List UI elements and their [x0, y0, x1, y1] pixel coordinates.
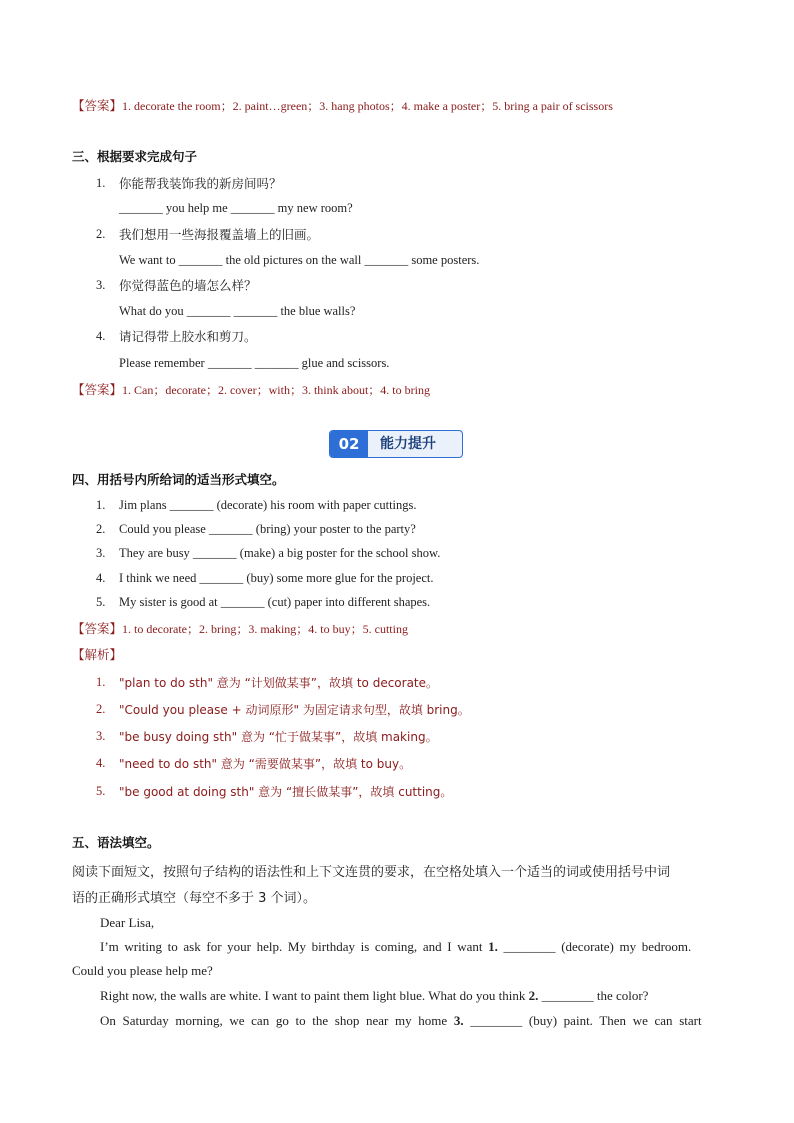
analysis-label-text: 【解析】 — [72, 647, 123, 662]
answer-line — [72, 96, 613, 114]
item-chinese: 请记得带上胶水和剪刀。 — [119, 329, 257, 344]
item-number: 1. — [96, 498, 106, 512]
analysis-number: 4. — [96, 756, 106, 770]
analysis-label — [72, 645, 122, 663]
item-english: Please remember _______ _______ glue and scissors. — [119, 356, 390, 370]
item-number: 2. — [96, 227, 106, 241]
item-number: 3. — [96, 278, 106, 292]
analysis-number: 5. — [96, 784, 106, 798]
answer-label: 【答案】 — [72, 98, 123, 113]
item-text: They are busy _______ (make) a big poster for the school show. — [119, 546, 441, 560]
passage-text: ________ the color? — [538, 988, 649, 1003]
analysis-text: "be busy doing sth" 意为 “忙于做某事”，故填 making。 — [119, 730, 438, 744]
passage-text: On Saturday morning, we can go to the shop near my home — [100, 1013, 454, 1028]
section-4-title: 四、用括号内所给词的适当形式填空。 — [72, 472, 285, 487]
analysis-text: "need to do sth" 意为 “需要做某事”，故填 to buy。 — [119, 757, 412, 771]
analysis-text: "be good at doing sth" 意为 “擅长做某事”，故填 cutting。 — [119, 785, 453, 799]
item-text: My sister is good at _______ (cut) paper into different shapes. — [119, 595, 431, 609]
analysis-number: 3. — [96, 729, 106, 743]
item-number: 3. — [96, 546, 106, 560]
section-banner — [329, 430, 463, 458]
item-number: 2. — [96, 522, 106, 536]
item-english: _______ you help me _______ my new room? — [119, 201, 353, 215]
letter-paragraph-1 — [100, 939, 691, 955]
item-number: 4. — [96, 571, 106, 585]
letter-greeting: Dear Lisa, — [100, 915, 155, 930]
item-number: 5. — [96, 595, 106, 609]
analysis-number: 2. — [96, 702, 106, 716]
blank-number: 2. — [528, 988, 539, 1003]
analysis-text: "plan to do sth" 意为 “计划做某事”，故填 to decorate。 — [119, 676, 439, 690]
answer-text: 1. to decorate；2. bring；3. making；4. to buy；5. cutting — [122, 622, 408, 636]
answer-line — [72, 380, 430, 398]
blank-number: 1. — [488, 939, 498, 954]
passage-text: ________ (decorate) my bedroom. — [497, 939, 692, 954]
blank-number: 3. — [453, 1013, 464, 1028]
answer-label: 【答案】 — [72, 382, 123, 397]
item-text: I think we need _______ (buy) some more glue for the project. — [119, 571, 434, 585]
analysis-number: 1. — [96, 675, 106, 689]
answer-label: 【答案】 — [72, 621, 123, 636]
banner-label: 能力提升 — [380, 436, 436, 452]
passage-text: I’m writing to ask for your help. My birthday is coming, and I want — [100, 939, 489, 954]
letter-paragraph-1-cont: Could you please help me? — [72, 963, 213, 978]
letter-paragraph-3 — [100, 1013, 702, 1029]
passage-text: Right now, the walls are white. I want to paint them light blue. What do you think — [100, 988, 529, 1003]
item-chinese: 你能帮我装饰我的新房间吗？ — [119, 176, 282, 191]
item-number: 1. — [96, 176, 106, 190]
item-number: 4. — [96, 329, 106, 343]
passage-text: ________ (buy) paint. Then we can start — [463, 1013, 702, 1028]
item-text: Jim plans _______ (decorate) his room with paper cuttings. — [119, 498, 417, 512]
banner-number: 02 — [330, 431, 368, 457]
answer-line — [72, 619, 408, 637]
instruction-line: 阅读下面短文，按照句子结构的语法性和上下文连贯的要求，在空格处填入一个适当的词或使用括号中词 — [72, 865, 671, 880]
answer-text: 1. decorate the room；2. paint…green；3. hang photos；4. make a poster；5. bring a pair of scissors — [122, 99, 613, 113]
item-english: What do you _______ _______ the blue walls? — [119, 304, 356, 318]
instruction-line: 语的正确形式填空（每空不多于 3 个词）。 — [72, 891, 317, 906]
item-english: We want to _______ the old pictures on the wall _______ some posters. — [119, 253, 480, 267]
analysis-text: "Could you please + 动词原形" 为固定请求句型，故填 bring。 — [119, 703, 470, 717]
item-chinese: 你觉得蓝色的墙怎么样？ — [119, 278, 257, 293]
section-3-title: 三、根据要求完成句子 — [72, 149, 198, 164]
answer-text: 1. Can；decorate；2. cover；with；3. think about；4. to bring — [122, 383, 430, 397]
section-5-title: 五、语法填空。 — [72, 835, 160, 850]
letter-paragraph-2 — [100, 988, 648, 1004]
item-text: Could you please _______ (bring) your poster to the party? — [119, 522, 416, 536]
item-chinese: 我们想用一些海报覆盖墙上的旧画。 — [119, 227, 320, 242]
